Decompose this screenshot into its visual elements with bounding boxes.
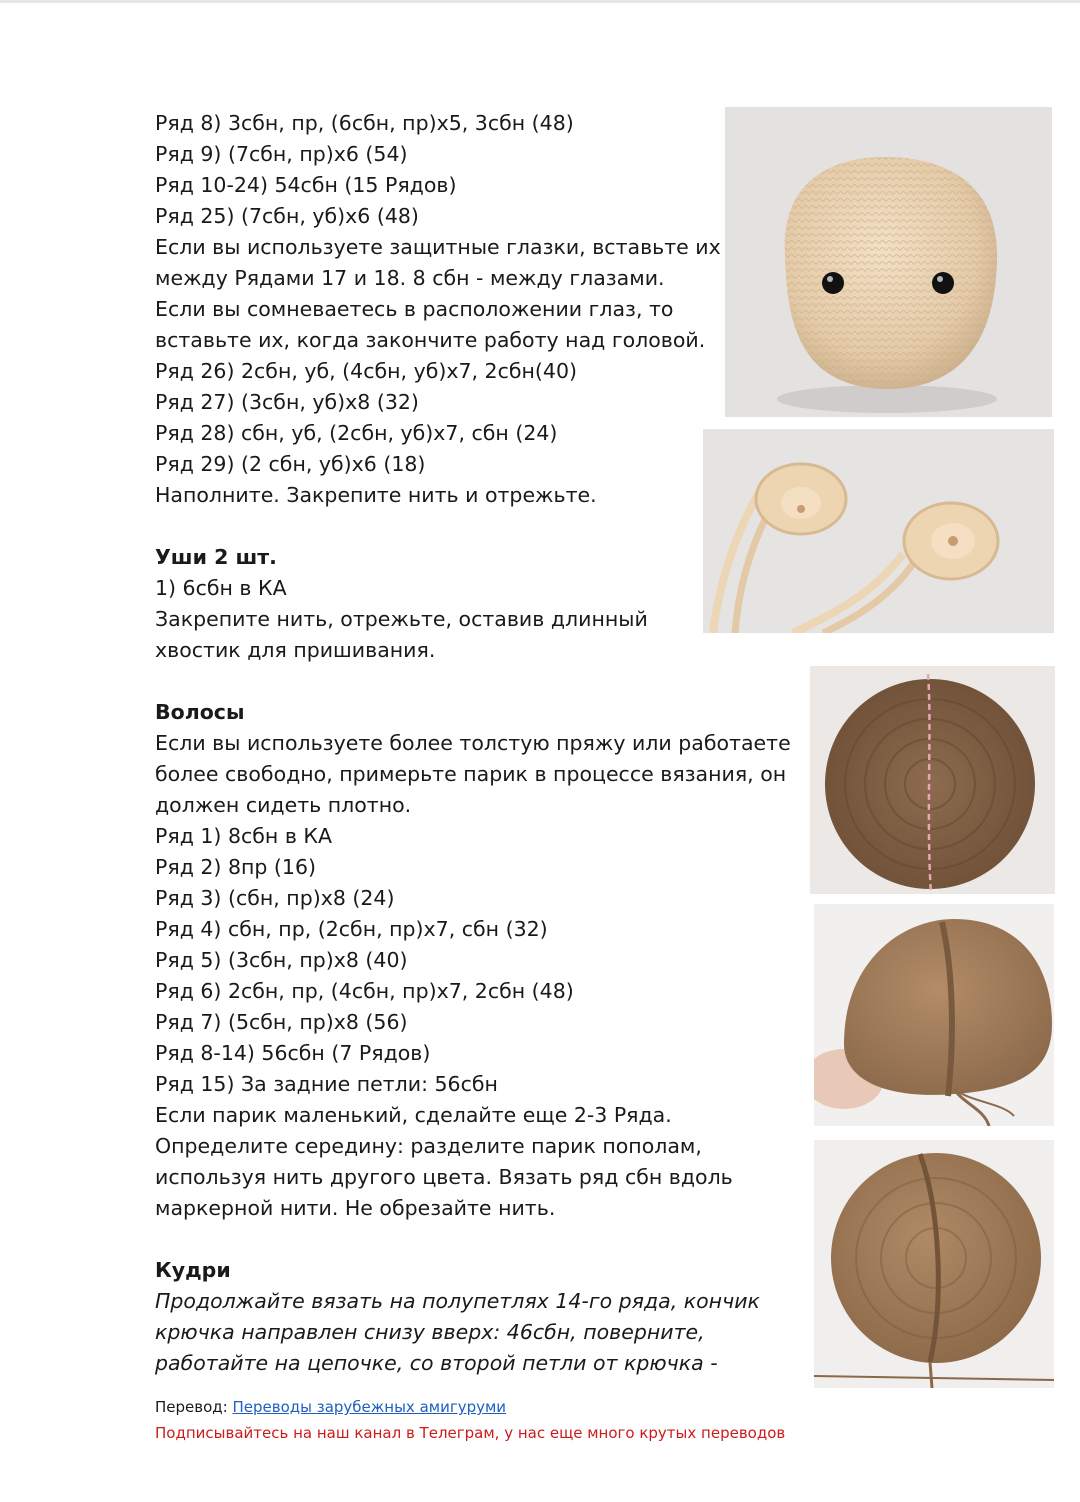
head-pattern-text (155, 108, 791, 1379)
pattern-line: Если вы используете защитные глазки, вставьте их (155, 235, 721, 259)
pattern-line: Ряд 25) (7сбн, уб)x6 (48) (155, 204, 419, 228)
pattern-line: Ряд 27) (3сбн, уб)x8 (32) (155, 390, 419, 414)
pattern-line: маркерной нити. Не обрезайте нить. (155, 1196, 556, 1220)
pattern-line: Если парик маленький, сделайте еще 2-3 Ряда. (155, 1103, 672, 1127)
translation-label: Перевод: (155, 1398, 233, 1416)
pattern-line: между Рядами 17 и 18. 8 сбн - между глазами. (155, 266, 665, 290)
head-photo (725, 107, 1052, 417)
translation-credit (155, 1394, 785, 1420)
pattern-line-italic: работайте на цепочке, со второй петли от крючка - (155, 1351, 718, 1375)
pattern-line: 1) 6сбн в КА (155, 576, 287, 600)
pattern-line: Определите середину: разделите парик пополам, (155, 1134, 702, 1158)
pattern-line: Если вы используете более толстую пряжу или работаете (155, 731, 791, 755)
curls-heading: Кудри (155, 1258, 231, 1282)
pattern-line: Закрепите нить, отрежьте, оставив длинный (155, 607, 648, 631)
pattern-line: более свободно, примерьте парик в процессе вязания, он (155, 762, 787, 786)
pattern-line: Наполните. Закрепите нить и отрежьте. (155, 483, 597, 507)
pattern-line: Ряд 15) За задние петли: 56сбн (155, 1072, 498, 1096)
pattern-line: Ряд 10-24) 54сбн (15 Рядов) (155, 173, 457, 197)
translation-link[interactable]: Переводы зарубежных амигуруми (232, 1398, 507, 1416)
pattern-line: Ряд 9) (7сбн, пр)x6 (54) (155, 142, 408, 166)
pattern-line: используя нить другого цвета. Вязать ряд сбн вдоль (155, 1165, 733, 1189)
pattern-line: должен сидеть плотно. (155, 793, 412, 817)
hair-heading: Волосы (155, 700, 245, 724)
pattern-line-italic: Продолжайте вязать на полупетлях 14-го ряда, кончик (155, 1289, 760, 1313)
pattern-line: Ряд 3) (сбн, пр)x8 (24) (155, 886, 395, 910)
pattern-line: хвостик для пришивания. (155, 638, 436, 662)
wig-seam-photo (814, 1140, 1054, 1388)
ears-photo (703, 429, 1054, 633)
pattern-line: вставьте их, когда закончите работу над головой. (155, 328, 706, 352)
eye-left (822, 272, 844, 294)
subscribe-notice: Подписывайтесь на наш канал в Телеграм, у нас еще много крутых переводов (155, 1424, 786, 1442)
pattern-line-italic: крючка направлен снизу вверх: 46сбн, поверните, (155, 1320, 705, 1344)
wig-side-photo (814, 904, 1054, 1126)
eye-right (932, 272, 954, 294)
ears-heading: Уши 2 шт. (155, 545, 277, 569)
pattern-line: Ряд 2) 8пр (16) (155, 855, 316, 879)
pattern-line: Ряд 6) 2сбн, пр, (4сбн, пр)x7, 2сбн (48) (155, 979, 574, 1003)
pattern-line: Ряд 26) 2сбн, уб, (4сбн, уб)x7, 2сбн(40) (155, 359, 577, 383)
pattern-line: Если вы сомневаетесь в расположении глаз, то (155, 297, 674, 321)
pattern-line: Ряд 28) сбн, уб, (2сбн, уб)x7, сбн (24) (155, 421, 558, 445)
pattern-line: Ряд 5) (3сбн, пр)x8 (40) (155, 948, 408, 972)
pattern-line: Ряд 8) 3сбн, пр, (6сбн, пр)x5, 3сбн (48) (155, 111, 574, 135)
footer (155, 1394, 785, 1446)
pattern-line: Ряд 8-14) 56сбн (7 Рядов) (155, 1041, 431, 1065)
wig-top-photo (810, 666, 1055, 894)
pattern-line: Ряд 1) 8сбн в КА (155, 824, 332, 848)
pattern-line: Ряд 29) (2 сбн, уб)x6 (18) (155, 452, 426, 476)
pattern-line: Ряд 7) (5сбн, пр)x8 (56) (155, 1010, 408, 1034)
page-top-border (0, 0, 1080, 3)
pattern-line: Ряд 4) сбн, пр, (2сбн, пр)x7, сбн (32) (155, 917, 548, 941)
